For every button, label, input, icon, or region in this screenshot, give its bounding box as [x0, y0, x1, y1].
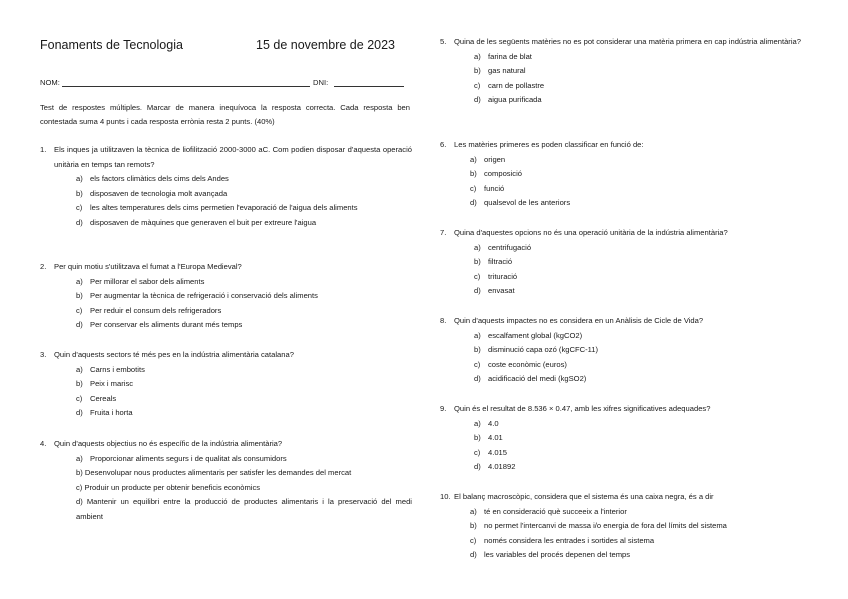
option-d[interactable]	[474, 93, 815, 108]
question-text: Quin és el resultat de 8.536 × 0.47, amb les xifres significatives adequades?	[454, 404, 711, 413]
option-text: 4.015	[488, 447, 508, 457]
option-b[interactable]	[474, 64, 815, 79]
question-number: 2.	[40, 262, 47, 271]
option-text: origen	[484, 154, 506, 164]
option-label: c)	[474, 80, 481, 90]
option-d[interactable]	[40, 495, 412, 524]
dni-label: DNI:	[313, 78, 329, 87]
option-label: c)	[76, 305, 83, 315]
option-text: Cereals	[90, 393, 117, 403]
option-text: Per conservar els aliments durant més temps	[90, 320, 243, 329]
option-text: disposaven de tecnologia molt avançada	[90, 188, 228, 198]
option-label: d)	[76, 320, 83, 329]
option-b[interactable]	[474, 343, 815, 358]
option-text: les variables del procés depenen del temps	[484, 550, 631, 559]
option-label: d)	[474, 95, 481, 104]
option-text: funció	[484, 183, 505, 193]
option-d[interactable]	[470, 196, 815, 211]
option-text: escalfament global (kgCO2)	[488, 330, 583, 340]
option-text: coste econòmic (euros)	[488, 359, 567, 369]
name-label: NOM:	[40, 78, 60, 87]
question-7	[440, 226, 815, 299]
option-b[interactable]	[40, 466, 412, 481]
option-text: té en consideració què succeeix a l'interior	[484, 506, 627, 516]
option-label: b)	[474, 433, 481, 442]
question-text: Quin d'aquests impactes no es considera en un Anàlisis de Cicle de Vida?	[454, 316, 704, 325]
question-number: 4.	[40, 439, 47, 448]
option-text: 4.0	[488, 418, 499, 428]
option-text: Carns i embotits	[90, 364, 145, 374]
option-label: d)	[474, 462, 481, 471]
option-a[interactable]	[470, 153, 815, 168]
option-a[interactable]	[474, 329, 815, 344]
option-a[interactable]	[474, 417, 815, 432]
option-b[interactable]	[76, 377, 412, 392]
option-a[interactable]	[76, 363, 412, 378]
question-number: 3.	[40, 350, 47, 359]
option-text: centrifugació	[488, 242, 532, 252]
option-label: c)	[474, 447, 481, 457]
option-text: Per millorar el sabor dels aliments	[90, 276, 205, 286]
question-number: 9.	[440, 404, 447, 413]
option-label: d)	[76, 408, 83, 417]
option-text: qualsevol de les anteriors	[484, 198, 571, 207]
option-text: disposaven de màquines que generaven el buit per extreure l'aigua	[90, 217, 317, 227]
option-text: aigua purificada	[488, 95, 542, 104]
option-d[interactable]	[76, 406, 412, 421]
option-label: c)	[76, 393, 83, 403]
question-text: Quin d'aquests sectors té més pes en la indústria alimentària catalana?	[54, 350, 294, 359]
option-a[interactable]	[76, 172, 412, 187]
question-3	[40, 348, 412, 421]
option-label: b)	[76, 291, 83, 300]
option-b[interactable]	[76, 187, 412, 202]
option-c[interactable]	[474, 446, 815, 461]
page-title: Fonaments de Tecnologia	[40, 38, 183, 52]
instructions: Test de respostes múltiples. Marcar de manera inequívoca la resposta correcta. Cada resposta ben contestada suma 4 punts i cada resposta errònia resta 2 punts. (40%)	[40, 103, 410, 126]
option-label: b)	[470, 521, 477, 530]
question-2	[40, 260, 412, 333]
option-a[interactable]	[474, 241, 815, 256]
question-number: 1.	[40, 145, 47, 154]
option-label: d)	[76, 497, 83, 506]
option-text: no permet l'intercanvi de massa i/o energia de fora del límits del sistema	[484, 521, 727, 530]
option-b[interactable]	[470, 519, 815, 534]
question-5	[440, 35, 815, 108]
option-text: Produir un producte per obtenir beneficis econòmics	[84, 482, 261, 492]
option-label: c)	[474, 271, 481, 281]
exam-date: 15 de novembre de 2023	[256, 38, 395, 52]
option-c[interactable]	[76, 201, 412, 216]
option-text: carn de pollastre	[488, 80, 545, 90]
option-text: 4.01	[488, 433, 503, 442]
option-label: a)	[76, 364, 83, 374]
question-number: 5.	[440, 37, 447, 46]
option-label: a)	[474, 330, 481, 340]
option-d[interactable]	[474, 284, 815, 299]
option-text: els factors climàtics dels cims dels Andes	[90, 174, 229, 183]
option-label: b)	[474, 66, 481, 75]
option-text: 4.01892	[488, 462, 516, 471]
option-d[interactable]	[474, 372, 815, 387]
option-label: a)	[474, 418, 481, 428]
option-text: acidificació del medi (kgSO2)	[488, 374, 587, 383]
question-text: Els inques ja utilitzaven la tècnica de liofilització 2000-3000 aC. Com podien disposar d'aquesta operació unitària en temps tan remots?	[54, 145, 412, 169]
option-text: Proporcionar aliments segurs i de qualitat als consumidors	[90, 453, 287, 463]
option-label: d)	[76, 217, 83, 227]
option-text: envasat	[488, 286, 515, 295]
question-text: Quina de les següents matèries no es pot considerar una matèria primera en cap indústria alimentària?	[454, 37, 801, 46]
option-label: a)	[470, 506, 477, 516]
option-b[interactable]	[470, 167, 815, 182]
option-label: a)	[76, 276, 83, 286]
option-label: b)	[470, 169, 477, 178]
option-label: a)	[470, 154, 477, 164]
option-text: Peix i marisc	[90, 379, 134, 388]
option-a[interactable]	[76, 452, 412, 467]
option-a[interactable]	[76, 275, 412, 290]
dni-field[interactable]	[334, 86, 404, 87]
option-label: d)	[474, 286, 481, 295]
option-d[interactable]	[76, 318, 412, 333]
option-d[interactable]	[76, 216, 412, 231]
option-label: b)	[76, 468, 83, 477]
option-text: filtració	[488, 257, 513, 266]
option-c[interactable]	[474, 358, 815, 373]
option-a[interactable]	[470, 505, 815, 520]
option-text: Desenvolupar nous productes alimentaris per satisfer les demandes del mercat	[84, 468, 352, 477]
question-number: 6.	[440, 140, 447, 149]
option-text: Per augmentar la tècnica de refrigeració i conservació dels aliments	[90, 291, 318, 300]
option-c[interactable]	[76, 304, 412, 319]
option-label: c)	[470, 183, 477, 193]
option-label: d)	[470, 198, 477, 207]
option-c[interactable]	[470, 534, 815, 549]
option-c[interactable]	[470, 182, 815, 197]
option-b[interactable]	[474, 255, 815, 270]
question-text: Per quin motiu s'utilitzava el fumat a l'Europa Medieval?	[54, 262, 242, 271]
option-text: Per reduir el consum dels refrigeradors	[90, 305, 222, 315]
option-label: b)	[474, 257, 481, 266]
option-label: c)	[470, 535, 477, 545]
option-text: gas natural	[488, 66, 526, 75]
question-4	[40, 437, 412, 524]
option-label: b)	[76, 379, 83, 388]
option-c[interactable]	[76, 392, 412, 407]
option-b[interactable]	[474, 431, 815, 446]
option-text: Mantenir un equilibri entre la producció de productes alimentaris i la preservació del medi ambient	[76, 497, 412, 521]
option-text: farina de blat	[488, 51, 532, 61]
option-text: només considera les entrades i sortides al sistema	[484, 535, 655, 545]
option-text: disminució capa ozó (kgCFC-11)	[488, 345, 599, 354]
option-label: b)	[474, 345, 481, 354]
option-text: trituració	[488, 271, 518, 281]
question-10	[440, 490, 815, 563]
option-text: composició	[484, 169, 522, 178]
option-label: a)	[474, 51, 481, 61]
option-a[interactable]	[474, 50, 815, 65]
option-label: d)	[470, 550, 477, 559]
question-6	[440, 138, 815, 211]
option-label: a)	[474, 242, 481, 252]
question-number: 7.	[440, 228, 447, 237]
option-d[interactable]	[474, 460, 815, 475]
option-text: Fruita i horta	[90, 408, 133, 417]
option-label: d)	[474, 374, 481, 383]
option-label: b)	[76, 188, 83, 198]
option-label: a)	[76, 174, 83, 183]
option-b[interactable]	[76, 289, 412, 304]
question-text: El balanç macroscòpic, considera que el sistema és una caixa negra, és a dir	[454, 492, 714, 501]
option-label: c)	[76, 482, 83, 492]
question-1	[40, 143, 412, 230]
question-8	[440, 314, 815, 387]
option-label: a)	[76, 453, 83, 463]
option-label: c)	[76, 203, 83, 212]
question-9	[440, 402, 815, 475]
question-number: 8.	[440, 316, 447, 325]
option-text: les altes temperatures dels cims permetien l'evaporació de l'aigua dels aliments	[90, 203, 358, 212]
option-c[interactable]	[474, 270, 815, 285]
question-text: Quin d'aquests objectius no és específic de la indústria alimentària?	[54, 439, 283, 448]
question-text: Les matèries primeres es poden classificar en funció de:	[454, 140, 644, 149]
option-d[interactable]	[470, 548, 815, 563]
question-text: Quina d'aquestes opcions no és una operació unitària de la indústria alimentària?	[454, 228, 728, 237]
option-c[interactable]	[40, 481, 412, 496]
name-field[interactable]	[62, 86, 310, 87]
question-number: 10.	[440, 492, 451, 501]
option-c[interactable]	[474, 79, 815, 94]
option-label: c)	[474, 359, 481, 369]
